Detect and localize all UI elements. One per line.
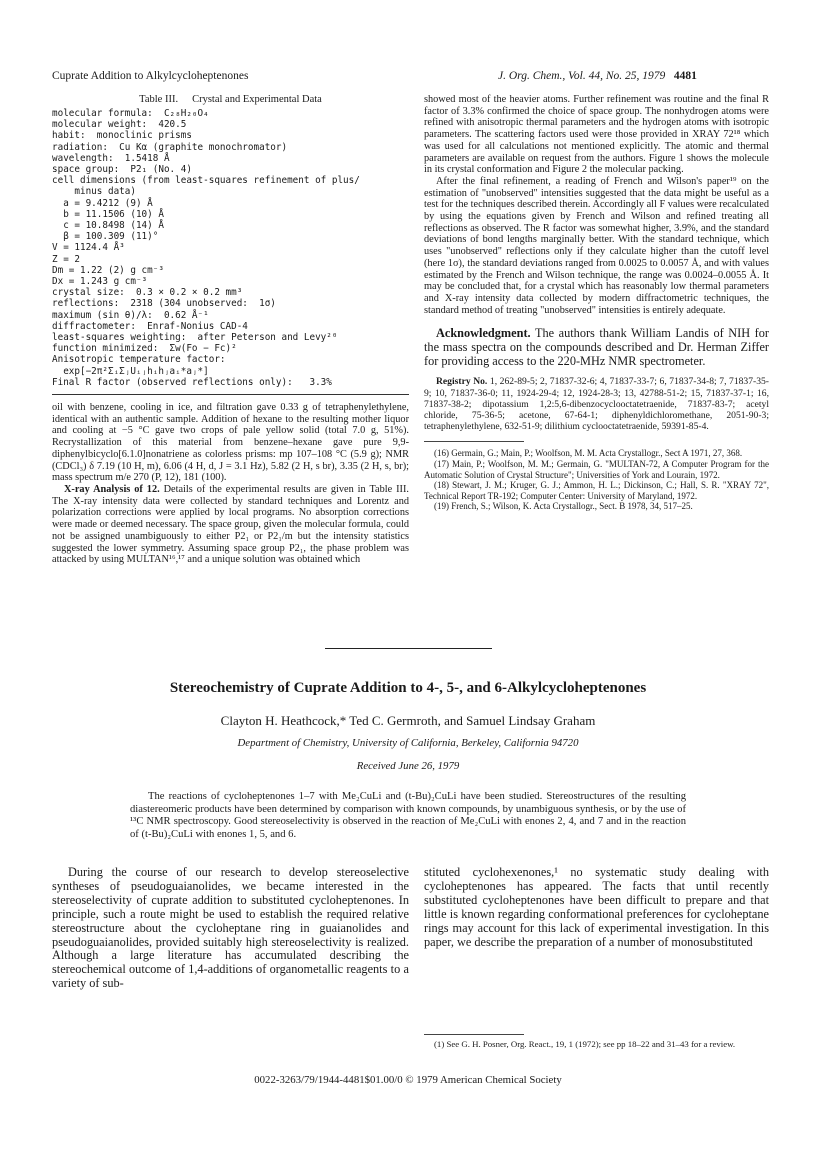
running-header-title: Cuprate Addition to Alkylcycloheptenones	[52, 70, 249, 82]
xray-heading: X-ray Analysis of 12.	[64, 484, 160, 495]
right-column	[424, 94, 769, 512]
ack-text: The authors thank William Landis of NIH for the mass spectra on the compounds described and Dr. Herman Ziffer for providing access to the 220-MHz NMR spectrometer.	[424, 326, 769, 369]
page-number: 4481	[673, 70, 697, 82]
french-wilson-paragraph: After the final refinement, a reading of French and Wilson's paper¹⁹ on the estimation of "unobserved" intensities suggested that the data might be useful as a test for the techniques described therein. Accordingly all F values were recalculated by using the equations given by French and Wilson and refined treating all reflections as observed. The R factor was somewhat higher, 3.9%, and the standard deviations of bond lengths marginally better. With the standard technique, which uses "unobserved" reflections only if they calculate higher than the cutoff level (here 1σ), the standard deviations ranged from 0.0025 to 0.0057 Å, and with values estimated by the French and Wilson technique, the range was 0.0024–0.0055 Å. It may be concluded that, for a crystal which has reasonably low thermal parameters and X-ray intensity data collected by modern diffractometric techniques, the standard method of treating "unobserved" intensities is entirely adequate.	[424, 175, 769, 316]
table-line: minus data)	[52, 186, 136, 198]
table-line: crystal size: 0.3 × 0.2 × 0.2 mm³	[52, 287, 243, 299]
table-line: molecular formula: C₂₈H₂₀O₄	[52, 108, 209, 119]
table-line: b = 11.1506 (10) Å	[52, 208, 164, 220]
received-date: Received June 26, 1979	[356, 760, 460, 772]
xray-text: Details of the experimental results are given in Table III. The X-ray intensity data were collected by standard techniques and Lorentz and polarization corrections were applied by local programs. No absorption corrections were made or deemed necessary. The space group, given the molecular formula, could not be assigned unambiguously to either P2₁ or P2₁/m but the intensity statistics suggested the lower symmetry. Assuming space group P2₁, the phase problem was attacked by using MULTAN¹⁶,¹⁷ and a unique solution was obtained which	[52, 484, 409, 566]
acknowledgment	[424, 326, 769, 368]
table-line: diffractometer: Enraf-Nonius CAD-4	[52, 320, 248, 332]
table-line: wavelength: 1.5418 Å	[52, 152, 170, 164]
footnote-rule	[424, 1034, 524, 1035]
table-body	[52, 108, 409, 388]
registry-text: 1, 262-89-5; 2, 71837-32-6; 4, 71837-33-7; 6, 71837-34-8; 7, 71837-35-9; 10, 71837-36-0; 11, 1924-29-4; 12, 1924-28-3; 13, 42788-51-2; 15, 71837-37-1; 16, 71837-38-2; dipotassium 1,2:5,6-dibenzocyclooctatetraenide, 71837-83-7; acetyl chloride, 75-36-5; acetone, 67-64-1; diphenyldichloromethane, 2051-90-3; tetraphenylethylene, 632-51-9; dilithium cyclooctatetraenide, 59391-85-4.	[424, 376, 769, 433]
table-caption	[52, 94, 409, 105]
table-line: function minimized: Σw(Fo − Fc)²	[52, 343, 237, 355]
table-line: a = 9.4212 (9) Å	[52, 197, 153, 209]
intro-right-column: stituted cyclohexenones,¹ no systematic study dealing with cycloheptenones has appeared. The facts that until recently substituted cycloheptenones have been difficult to prepare and that little is known regarding conformational preferences for cycloheptane rings may account for this lack of experimental investigation. In this paper, we describe the preparation of a number of monosubstituted	[424, 865, 769, 949]
refinement-paragraph: showed most of the heavier atoms. Further refinement was routine and the final R factor of 3.3% confirmed the choice of space group. The nonhydrogen atoms were refined with anisotropic thermal parameters and the hydrogen atoms with isotropic parameters. The scattering factors used were those provided in XRAY 72¹⁸ which was used for all calculations not mentioned explicitly. The atomic and thermal parameters are available on request from the authors. Figure 1 shows the molecule in its crystal conformation and Figure 2 the molecular packing.	[424, 94, 769, 176]
registry-heading: Registry No.	[436, 376, 488, 388]
left-column	[52, 94, 409, 566]
reference-item: (16) Germain, G.; Main, P.; Woolfson, M. M. Acta Crystallogr., Sect A 1971, 27, 368.	[434, 448, 743, 459]
article-divider	[325, 648, 492, 649]
table-title: Crystal and Experimental Data	[192, 94, 322, 105]
table-line: molecular weight: 420.5	[52, 119, 187, 131]
reference-item: (17) Main, P.; Woolfson, M. M.; Germain, G. "MULTAN-72, A Computer Program for the Automatic Solution of Crystal Structure"; Universities of York and Lourain, 1972.	[424, 458, 769, 480]
experimental-paragraph: oil with benzene, cooling in ice, and filtration gave 0.33 g of tetraphenylethylene, identical with an authentic sample. Addition of hexane to the resulting mother liquor and cooling at −5 °C gave two crops of pale yellow solid (total 7.0 g, 51%). Recrystallization of this material from benzene–hexane gave pure 9,9-diphenylbicyclo[6.1.0]nonatriene as colorless prisms: mp 107–108 °C (5.9 g); NMR (CDCl₃) δ 7.19 (10 H, m), 6.06 (4 H, d, J = 3.1 Hz), 5.82 (2 H, s br), 3.35 (2 H, s, br); mass spectrum m/e 270 (P, 12), 181 (100).	[52, 402, 409, 484]
ack-heading: Acknowledgment.	[436, 326, 531, 341]
table-bottom-rule	[52, 394, 409, 395]
abstract: The reactions of cycloheptenones 1–7 with Me₂CuLi and (t-Bu)₂CuLi have been studied. Stereostructures of the resulting diastereomeric products have been determined by comparison with known compounds, by unambiguous synthesis, or by the use of ¹³C NMR spectroscopy. Good stereoselectivity is observed in the reaction of Me₂CuLi with enones 2, 4, and 7 and in the reaction of (t-Bu)₂CuLi with enones 1, 5, and 6.	[130, 791, 686, 840]
table-line: c = 10.8498 (14) Å	[52, 220, 164, 232]
article-authors: Clayton H. Heathcock,* Ted C. Germroth, and Samuel Lindsay Graham	[220, 713, 596, 728]
table-line: V = 1124.4 Å³	[52, 242, 125, 254]
table-line: Z = 2	[52, 253, 80, 265]
table-line: cell dimensions (from least-squares refinement of plus/	[52, 175, 360, 187]
footnote: (1) See G. H. Posner, Org. React., 19, 1 (1972); see pp 18–22 and 31–43 for a review.	[434, 1039, 736, 1049]
table-line: Final R factor (observed reflections only): 3.3%	[52, 376, 332, 388]
table-line: radiation: Cu Kα (graphite monochromator)	[52, 141, 288, 153]
table-line: maximum (sin θ)/λ: 0.62 Å⁻¹	[52, 309, 209, 321]
table-line: Anisotropic temperature factor:	[52, 354, 226, 366]
table-line: Dm = 1.22 (2) g cm⁻³	[52, 264, 164, 276]
running-header-journal	[498, 70, 697, 82]
table-line: least-squares weighting: after Peterson and Levy²⁰	[52, 332, 338, 344]
table-number: Table III.	[139, 94, 179, 105]
table-line: reflections: 2318 (304 unobserved: 1σ)	[52, 298, 276, 310]
article-affiliation: Department of Chemistry, University of California, Berkeley, California 94720	[237, 737, 579, 749]
registry-numbers	[424, 376, 769, 432]
journal-citation: J. Org. Chem., Vol. 44, No. 25, 1979	[498, 70, 666, 82]
table-line: space group: P2₁ (No. 4)	[52, 164, 192, 176]
reference-item: (18) Stewart, J. M.; Kruger, G. J.; Ammon, H. L.; Dickinson, C.; Hall, S. R. "XRAY 72", Technical Report TR-192; Computer Center: University of Maryland, 1972.	[424, 480, 769, 501]
reference-item: (19) French, S.; Wilson, K. Acta Crystallogr., Sect. B 1978, 34, 517–25.	[434, 501, 693, 512]
table-line: Dx = 1.243 g cm⁻³	[52, 276, 148, 288]
references-rule	[424, 441, 524, 442]
article-title: Stereochemistry of Cuprate Addition to 4-, 5-, and 6-Alkylcycloheptenones	[169, 680, 647, 696]
intro-left-column: During the course of our research to develop stereoselective syntheses of pseudoguaianolides, we became interested in the stereoselectivity of cuprate addition to substituted cycloheptenones. In principle, such a route might be used to establish the required relative stereostructure about the cycloheptane ring in guaianolides and pseudoguaianolides, provided suitably high stereoselectivity is realized. Although a large literature has accumulated describing the stereochemical outcome of 1,4-additions of organometallic reagents to a variety of sub-	[52, 865, 409, 991]
table-line: habit: monoclinic prisms	[52, 130, 192, 142]
table-line: exp[−2π²ΣᵢΣⱼUᵢⱼhᵢhⱼaᵢ*aⱼ*]	[52, 365, 209, 377]
table-line: β = 100.309 (11)°	[52, 231, 159, 243]
xray-paragraph	[52, 484, 409, 566]
page-footer: 0022-3263/79/1944-4481$01.00/0 © 1979 American Chemical Society	[254, 1074, 562, 1086]
